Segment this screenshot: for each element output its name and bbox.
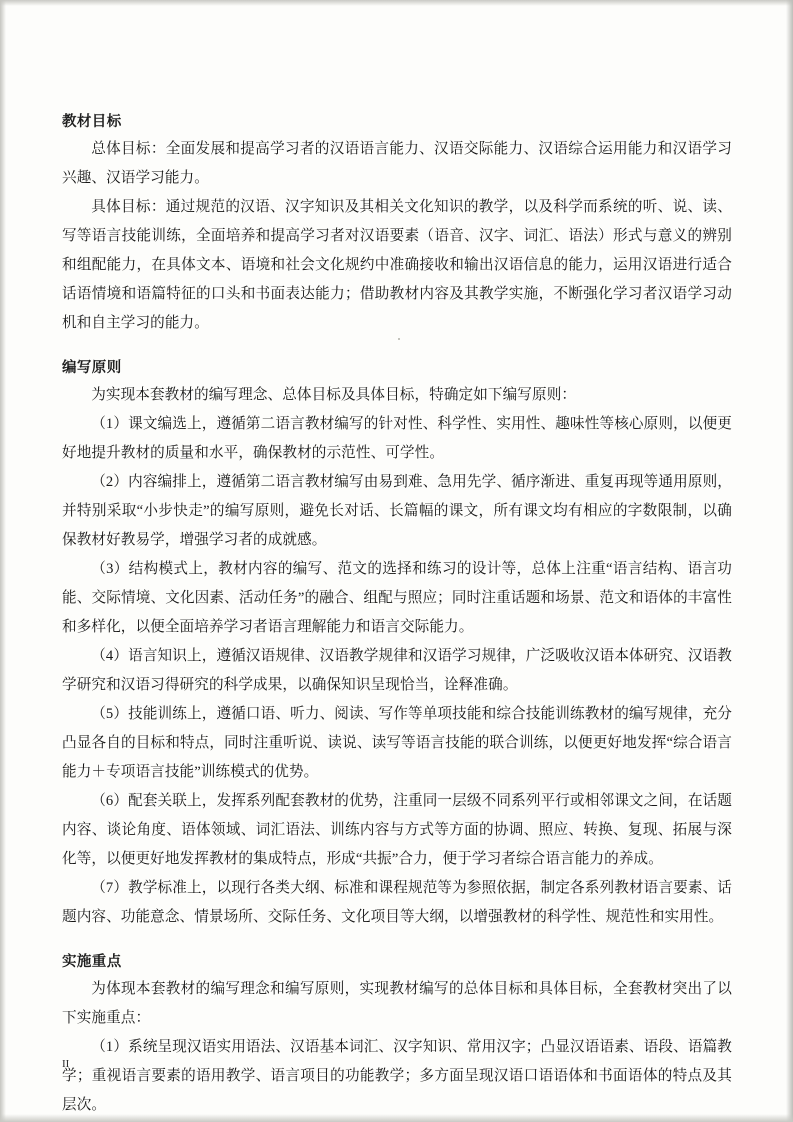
paragraph: 为实现本套教材的编写理念、总体目标及具体目标，特确定如下编写原则： [91,387,577,404]
paragraph: （4）语言知识上，遵循汉语规律、汉语教学规律和汉语学习规律，广泛吸收汉语本体研究、汉语教学研究和汉语习得研究的科学成果，以确保知识呈现恰当，诠释准确。 [62,648,732,694]
paragraph: （5）技能训练上，遵循口语、听力、阅读、写作等单项技能和综合技能训练教材的编写规律，充分凸显各自的目标和特点，同时注重听说、读说、读写等语言技能的联合训练，以便更好地发挥“综合语言能力＋专项语言技能”训练模式的优势。 [62,706,732,781]
paragraph: （2）内容编排上，遵循第二语言教材编写由易到难、急用先学、循序渐进、重复再现等通用原则，并特别采取“小步快走”的编写原则，避免长对话、长篇幅的课文，所有课文均有相应的字数限制，以确保教材好教易学，增强学习者的成就感。 [62,474,732,549]
page-edge-left [0,0,6,1122]
paragraph: 具体目标：通过规范的汉语、汉字知识及其相关文化知识的教学，以及科学而系统的听、说、读、写等语言技能训练，全面培养和提高学习者对汉语要素（语音、汉字、词汇、语法）形式与意义的辨别和组配能力，在具体文本、语境和社会文化规约中准确接收和输出汉语信息的能力，运用汉语进行适合话语情境和语篇特征的口头和书面表达能力；借助教材内容及其教学实施，不断强化学习者汉语学习动机和自主学习的能力。 [62,199,732,332]
section-spacer [62,338,732,358]
paragraph: （1）系统呈现汉语实用语法、汉语基本词汇、汉字知识、常用汉字；凸显汉语语素、语段、语篇教学；重视语言要素的语用教学、语言项目的功能教学；多方面呈现汉语口语语体和书面语体的特点及其层次。 [62,1039,732,1114]
section-writing-principles [62,358,732,932]
page-number: II [62,1058,70,1070]
paragraph: 总体目标：全面发展和提高学习者的汉语语言能力、汉语交际能力、汉语综合运用能力和汉语学习兴趣、汉语学习能力。 [62,141,732,187]
section-heading: 教材目标 [62,114,122,130]
section-heading: 编写原则 [62,360,122,377]
page-edge-top [0,0,793,6]
paragraph: （3）结构模式上，教材内容的编写、范文的选择和练习的设计等，总体上注重“语言结构、语言功能、交际情境、文化因素、活动任务”的融合、组配与照应；同时注重话题和场景、范文和语体的丰富性和多样化，以便全面培养学习者语言理解能力和语言交际能力。 [62,561,732,636]
page-content [62,112,732,1120]
paragraph: （7）教学标准上，以现行各类大纲、标准和课程规范等为参照依据，制定各系列教材语言要素、话题内容、功能意念、情景场所、交际任务、文化项目等大纲，以增强教材的科学性、规范性和实用性。 [62,880,732,926]
paragraph: （1）课文编选上，遵循第二语言教材编写的针对性、科学性、实用性、趣味性等核心原则，以便更好地提升教材的质量和水平，确保教材的示范性、可学性。 [62,416,732,462]
section-textbook-goals [62,112,732,338]
page-edge-right [786,0,793,1122]
section-implementation-focus [62,952,732,1120]
paragraph: 为体现本套教材的编写理念和编写原则，实现教材编写的总体目标和具体目标，全套教材突出了以下实施重点： [62,981,732,1027]
section-spacer [62,932,732,952]
section-heading: 实施重点 [62,954,122,971]
paragraph: （6）配套关联上，发挥系列配套教材的优势，注重同一层级不同系列平行或相邻课文之间，在话题内容、谈论角度、语体领域、词汇语法、训练内容与方式等方面的协调、照应、转换、复现、拓展与深化等，以便更好地发挥教材的集成特点，形成“共振”合力，便于学习者综合语言能力的养成。 [62,793,732,868]
